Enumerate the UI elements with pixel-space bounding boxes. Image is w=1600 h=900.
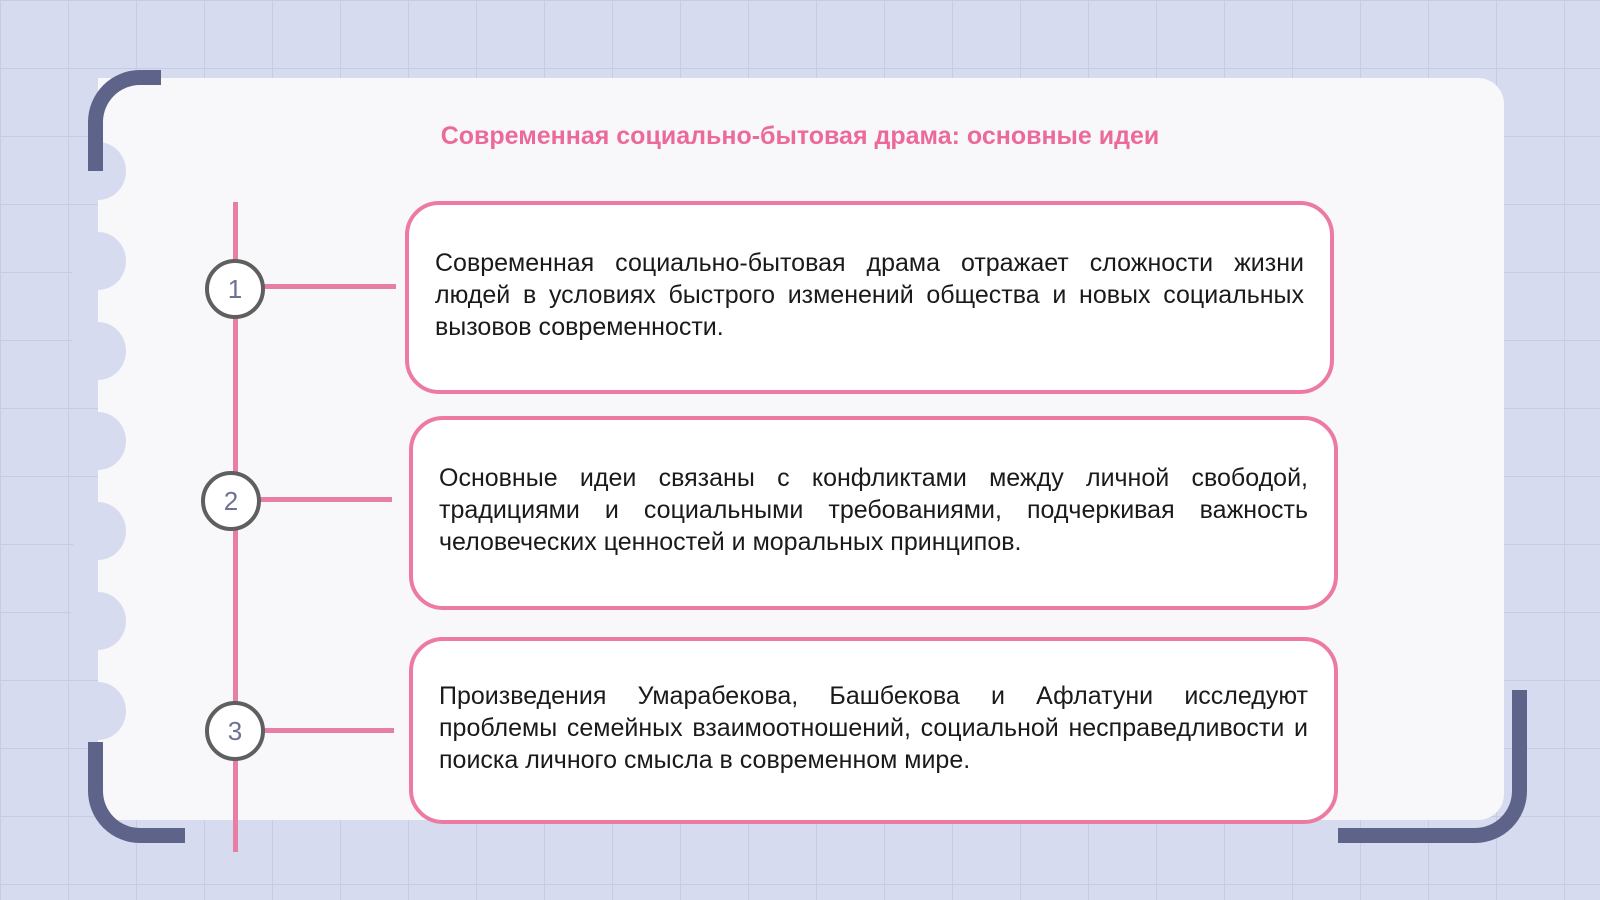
paper-notch — [70, 502, 126, 560]
corner-bracket-bottom-right — [1338, 690, 1527, 843]
idea-card-1 — [405, 201, 1334, 394]
idea-text-3: Произведения Умарабекова, Башбекова и Афлатуни исследуют проблемы семейных взаимоотношений, социальной несправедливости и поиска личного смысла в современном мире. — [439, 681, 1308, 774]
paper-notch — [70, 592, 126, 650]
timeline-connector — [264, 284, 396, 289]
timeline-connector — [260, 497, 392, 502]
step-number-2: 2 — [201, 471, 261, 531]
step-number-1: 1 — [205, 259, 265, 319]
corner-bracket-bottom-left — [88, 742, 185, 843]
paper-notch — [70, 412, 126, 470]
idea-card-2 — [409, 416, 1338, 610]
paper-notch — [70, 322, 126, 380]
idea-text-1: Современная социально-бытовая драма отражает сложности жизни людей в условиях быстрого изменений общества и новых социальных вызовов современности. — [435, 248, 1304, 341]
step-number-3: 3 — [205, 701, 265, 761]
timeline-connector — [264, 728, 394, 733]
slide-title: Современная социально-бытовая драма: основные идеи — [440, 122, 1160, 150]
paper-notch — [70, 232, 126, 290]
idea-card-3 — [409, 637, 1338, 824]
idea-text-2: Основные идеи связаны с конфликтами между личной свободой, традициями и социальными требованиями, подчеркивая важность человеческих ценностей и моральных принципов. — [439, 464, 1308, 556]
paper-notch — [70, 682, 126, 740]
